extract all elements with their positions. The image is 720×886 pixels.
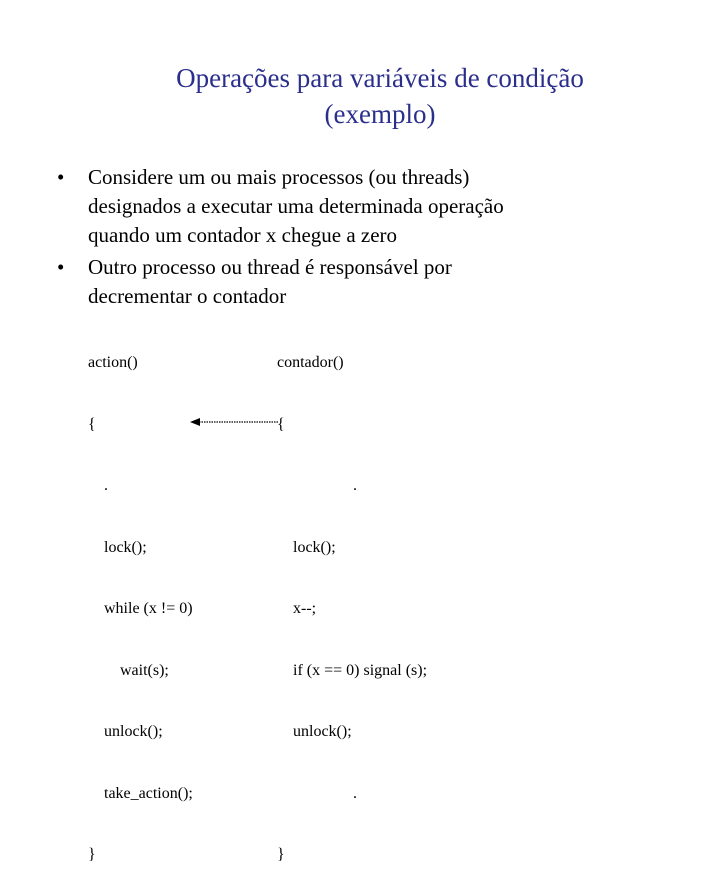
code-line: lock();: [277, 538, 336, 556]
bullet-2-line-1: Outro processo ou thread é responsável por: [88, 255, 452, 279]
code-line: {: [277, 415, 285, 433]
bullet-marker: •: [57, 255, 65, 279]
code-line: {: [88, 415, 96, 433]
code-line: if (x == 0) signal (s);: [277, 661, 428, 679]
bullet-2-line-2: decrementar o contador: [88, 284, 287, 308]
slide-title: [80, 60, 680, 132]
code-line: lock();: [88, 538, 147, 556]
code-line: x--;: [277, 600, 317, 617]
code-line: action(): [88, 354, 138, 371]
code-line: .: [277, 477, 357, 494]
bullet-1-line-3: quando um contador x chegue a zero: [88, 223, 398, 247]
bullet-list: [57, 163, 677, 311]
code-line: }: [277, 846, 285, 863]
code-line: take_action();: [88, 784, 193, 802]
code-line: .: [277, 784, 357, 802]
code-line: }: [88, 846, 96, 863]
code-line: unlock();: [277, 723, 352, 740]
arrow-left-dotted-icon: [190, 416, 280, 428]
title-line-1: Operações para variáveis de condição: [176, 63, 584, 93]
bullet-item-2: [57, 253, 677, 311]
code-line: wait(s);: [88, 661, 169, 679]
bullet-marker: •: [57, 165, 65, 189]
code-line: contador(): [277, 354, 344, 371]
bullet-1-line-1: Considere um ou mais processos (ou threads): [88, 165, 470, 189]
bullet-1-line-2: designados a executar uma determinada operação: [88, 194, 504, 218]
bullet-item-1: [57, 163, 677, 250]
title-line-2: (exemplo): [324, 99, 436, 129]
code-block-contador: [277, 312, 427, 886]
code-block-action: [88, 312, 193, 886]
code-line: .: [88, 477, 108, 494]
code-line: unlock();: [88, 723, 163, 740]
code-line: while (x != 0): [88, 600, 193, 617]
